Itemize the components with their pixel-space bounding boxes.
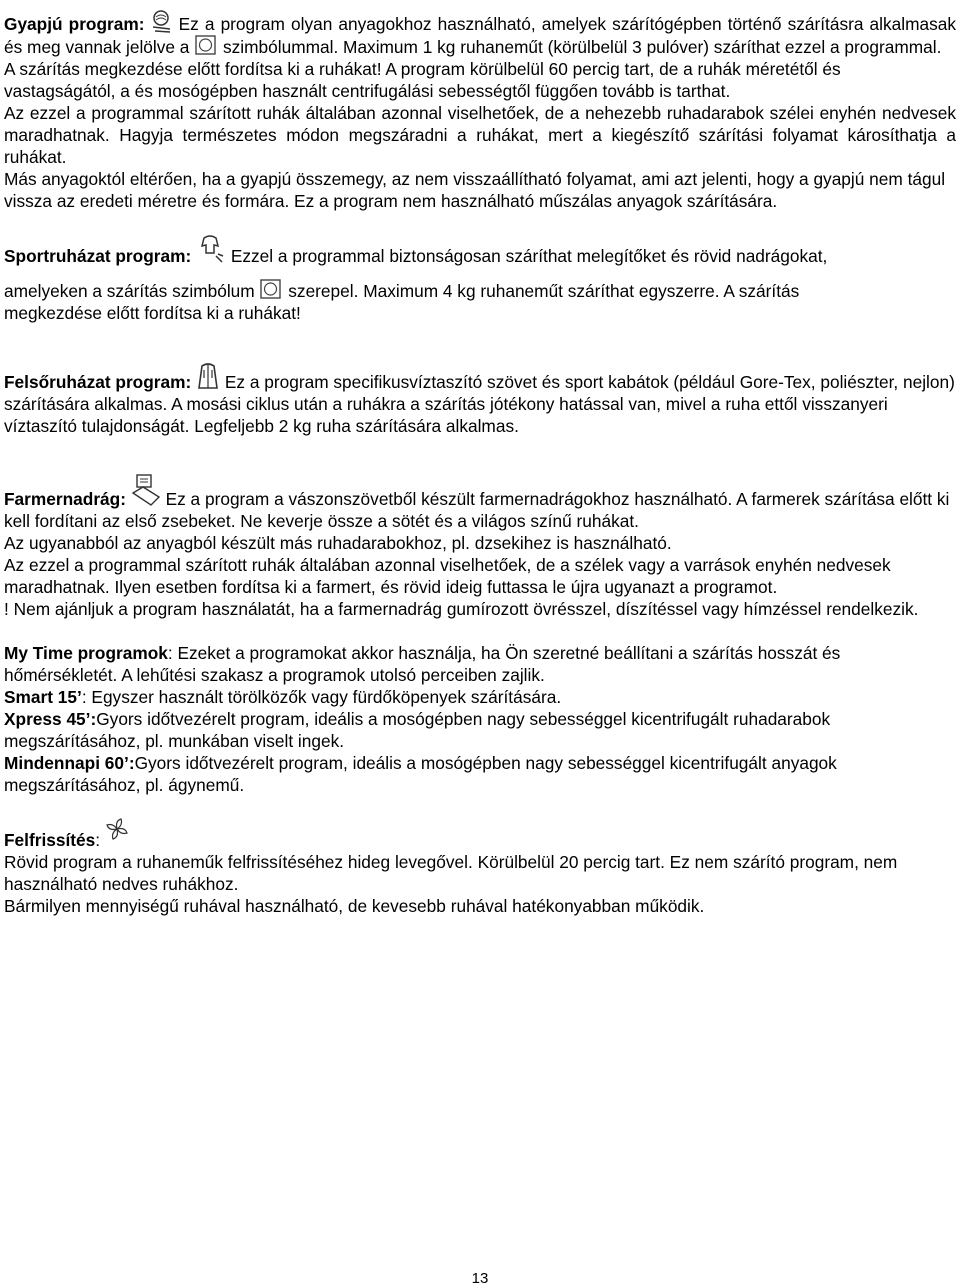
smart15-text: : Egyszer használt törölközők vagy fürdőköpenyek szárítására. bbox=[81, 687, 562, 707]
sport-line1: Ezzel a programmal biztonságosan száríthat melegítőket és rövid nadrágokat, bbox=[226, 246, 828, 266]
wool-program-icon bbox=[151, 10, 173, 34]
wool-symbol-text: szimbólummal. Maximum 1 kg ruhaneműt (körülbelül 3 pulóver) száríthat ezzel a programmal. bbox=[218, 37, 942, 57]
smart15-title: Smart 15’ bbox=[4, 687, 82, 707]
sport-line2a: amelyeken a szárítás szimbólum bbox=[4, 281, 260, 301]
wool-intro: Ez a program olyan anyagokhoz használható, amelyek szárítógépben történő szárításra alkalmasak és meg vannak jelölve a bbox=[4, 14, 956, 57]
tumble-dry-symbol-icon bbox=[194, 35, 218, 57]
jeans-line1: Ez a program a vászonszövetből készült farmernadrágokhoz használható. A farmerek szárítása előtt ki kell fordítani az első zsebeket. Ne keverje össze a sötét és a világos színű ruhákat. bbox=[4, 489, 950, 531]
sport-paragraph bbox=[4, 234, 956, 269]
sport-line2b: szerepel. Maximum 4 kg ruhaneműt száríthat egyszerre. A szárítás bbox=[283, 281, 800, 301]
jeans-line3: Az ezzel a programmal szárított ruhák általában azonnal viselhetőek, de a szélek vagy a varrások enyhén nedvesek maradhatnak. Ilyen esetben fordítsa ki a farmert, és rövid ideig futtassa le újra ugyanazt a programot. bbox=[4, 555, 891, 597]
wool-paragraph-2: A szárítás megkezdése előtt fordítsa ki a ruhákat! A program körülbelül 60 percig tart, de a ruhák méretétől és vastagságától, a és mosógépben használt centrifugálási sebességtől függően tovább is tarthat. bbox=[4, 59, 841, 101]
outerwear-paragraph bbox=[4, 362, 956, 437]
page-number: 13 bbox=[471, 1270, 489, 1287]
jeans-program-icon bbox=[131, 473, 161, 507]
refresh-line1: Rövid program a ruhaneműk felfrissítéséhez hideg levegővel. Körülbelül 20 percig tart. Ez nem szárító program, nem használható nedves ruhákhoz. bbox=[4, 852, 898, 894]
outerwear-text: Ez a program specifikusvíztaszító szövet és sport kabátok (például Gore-Tex, poliészter, nejlon) szárítására alkalmas. A mosási ciklus után a ruhákra a szárítás jótékony hatással van, mivel a ruha ettől visszanyeri víztaszító tulajdonságát. Legfeljebb 2 kg ruha szárítására alkalmas. bbox=[4, 372, 955, 436]
xpress45-paragraph bbox=[4, 708, 956, 752]
wool-paragraph-4: Más anyagoktól eltérően, ha a gyapjú összemegy, az nem visszaállítható folyamat, ami azt jelenti, hogy a gyapjú nem tágul vissza az eredeti méretre és formára. Ez a program nem használható műszálas anyagok szárítására. bbox=[4, 169, 946, 211]
jeans-title: Farmernadrág: bbox=[4, 489, 126, 509]
tumble-dry-symbol-icon bbox=[259, 279, 283, 301]
daily60-paragraph bbox=[4, 752, 956, 796]
jeans-line2: Az ugyanabból az anyagból készült más ruhadarabokhoz, pl. dzsekihez is használható. bbox=[4, 533, 672, 553]
refresh-heading bbox=[4, 818, 956, 851]
daily60-title: Mindennapi 60’: bbox=[4, 753, 135, 773]
mytime-text: : Ezeket a programokat akkor használja, ha Ön szeretné beállítani a szárítás hosszát és hőmérsékletét. A lehűtési szakasz a programok utolsó perceiben zajlik. bbox=[4, 643, 841, 685]
wool-paragraph bbox=[4, 10, 956, 58]
refresh-colon: : bbox=[95, 830, 105, 850]
mytime-paragraph bbox=[4, 642, 956, 686]
xpress45-title: Xpress 45’: bbox=[4, 709, 97, 729]
jeans-line4: ! Nem ajánljuk a program használatát, ha a farmernadrág gumírozott övrésszel, díszítéssel vagy hímzéssel rendelkezik. bbox=[4, 599, 919, 619]
outerwear-title: Felsőruházat program: bbox=[4, 372, 192, 392]
smart15-paragraph bbox=[4, 686, 956, 708]
refresh-line2: Bármilyen mennyiségű ruhával használható, de kevesebb ruhával hatékonyabban működik. bbox=[4, 896, 705, 916]
xpress45-text: Gyors időtvezérelt program, ideális a mosógépben nagy sebességgel kicentrifugált ruhadarabok megszárításához, pl. munkában viselt ingek. bbox=[4, 709, 831, 751]
sport-line3: megkezdése előtt fordítsa ki a ruhákat! bbox=[4, 303, 301, 323]
jeans-paragraph bbox=[4, 473, 956, 532]
sport-title: Sportruházat program: bbox=[4, 246, 192, 266]
wool-paragraph-3: Az ezzel a programmal szárított ruhák általában azonnal viselhetőek, de a nehezebb ruhadarabok szélei enyhén nedvesek maradhatnak. Hagyja természetes módon megszáradni a ruhákat, mert a kiegészítő szárítási folyamat károsíthatja a ruhákat. bbox=[4, 103, 956, 167]
mytime-title: My Time programok bbox=[4, 643, 168, 663]
refresh-title: Felfrissítés bbox=[4, 830, 96, 850]
fan-icon bbox=[105, 818, 129, 840]
wool-title: Gyapjú program: bbox=[4, 14, 145, 34]
document-page bbox=[4, 10, 956, 917]
sport-paragraph-2 bbox=[4, 279, 956, 324]
outerwear-program-icon bbox=[196, 362, 220, 390]
daily60-text: Gyors időtvezérelt program, ideális a mosógépben nagy sebességgel kicentrifugált anyagok megszárításához, pl. ágynemű. bbox=[4, 753, 837, 795]
sportswear-program-icon bbox=[196, 234, 226, 264]
